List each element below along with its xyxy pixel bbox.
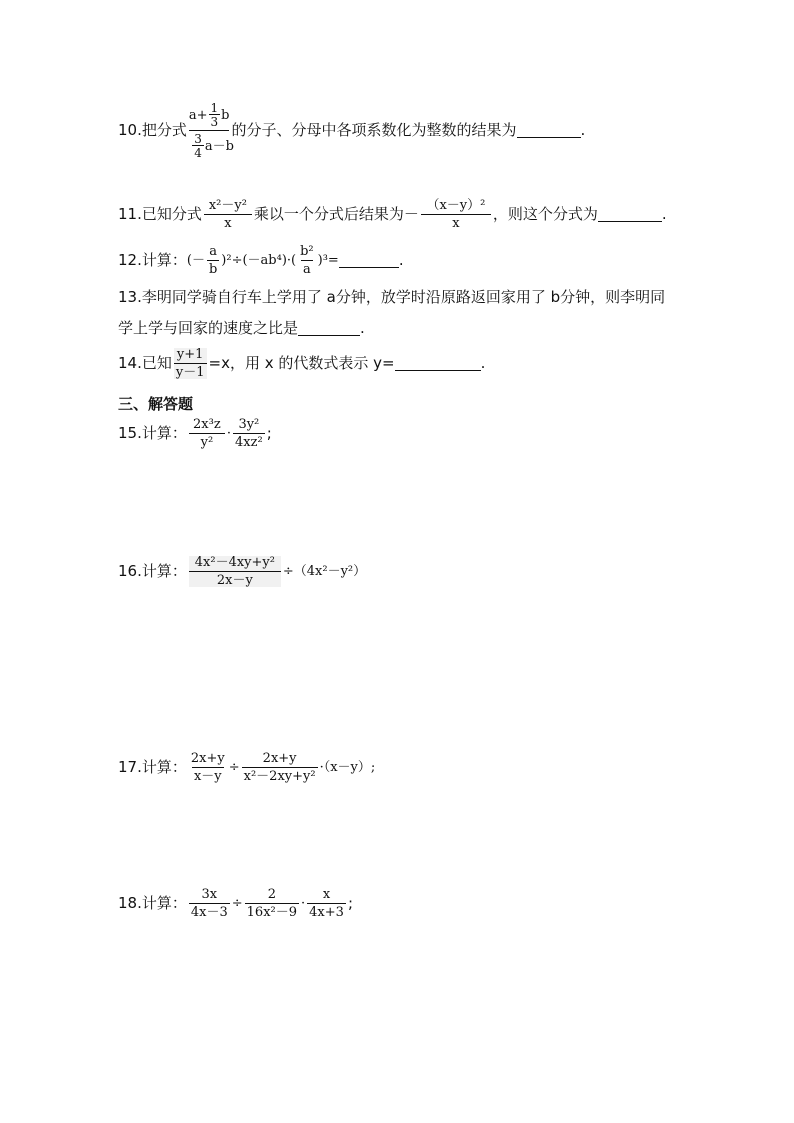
question-text: 计算： <box>141 758 187 776</box>
question-text: ，则这个分式为 <box>492 205 598 223</box>
fraction-1 <box>189 418 225 449</box>
fraction-numerator: 3y² <box>238 417 260 432</box>
question-text: =x，用 x 的代数式表示 y= <box>208 354 395 372</box>
fraction-1 <box>189 752 227 783</box>
expression-part: (－ <box>186 253 205 268</box>
question-text: 计算： <box>141 562 187 580</box>
fraction-numerator: 2x+y <box>262 751 297 766</box>
question-text: 已知 <box>141 354 172 372</box>
question-text: 计算： <box>141 251 187 269</box>
question-text: 已知分式 <box>141 205 202 223</box>
fraction-denominator <box>189 130 234 160</box>
fraction-3 <box>307 888 346 919</box>
fraction-denominator: 4x－3 <box>190 905 228 920</box>
question-11 <box>118 199 667 230</box>
fraction-numerator: b² <box>300 244 314 259</box>
question-text: 计算： <box>141 894 187 912</box>
inner-numerator: 1 <box>210 101 219 115</box>
fraction-numerator: 2 <box>267 887 276 902</box>
question-text: 李明同学骑自行车上学用了 a分钟，放学时沿原路返回家用了 b分钟，则李明同 <box>141 288 666 306</box>
fraction-denominator: x²－2xy+y² <box>243 769 316 784</box>
question-number: 10. <box>118 121 142 139</box>
question-text: 乘以一个分式后结果为－ <box>253 205 419 223</box>
question-number: 11. <box>118 205 142 223</box>
section-heading: 三、解答题 <box>118 395 194 413</box>
fraction-1 <box>189 888 230 919</box>
inner-fraction <box>192 133 204 159</box>
multiply-operator: · <box>301 896 306 911</box>
result-fraction <box>421 199 491 230</box>
fraction-denominator: b <box>208 262 218 277</box>
semicolon: ; <box>266 424 272 442</box>
period: . <box>480 354 486 372</box>
question-number: 12. <box>118 251 142 269</box>
fraction-2 <box>233 418 265 449</box>
expression-part: ·（x－y）; <box>319 760 376 775</box>
question-text: 计算： <box>141 424 187 442</box>
fraction-numerator: x <box>322 887 331 902</box>
answer-blank[interactable] <box>598 207 662 222</box>
given-fraction <box>174 348 207 379</box>
answer-blank[interactable] <box>298 321 360 336</box>
fraction-denominator: 2x－y <box>189 571 281 587</box>
divide-operator: ÷ <box>231 896 243 911</box>
question-number: 13. <box>118 288 142 306</box>
multiply-operator: · <box>226 426 232 441</box>
fraction-denominator: a <box>302 262 311 277</box>
fraction-numerator: y+1 <box>176 347 204 362</box>
period: . <box>580 121 586 139</box>
fraction-denominator: 16x²－9 <box>246 905 298 920</box>
question-18 <box>118 888 353 919</box>
fraction-2 <box>245 888 299 919</box>
question-13-continued <box>118 321 365 336</box>
fraction-numerator <box>187 102 232 130</box>
question-10 <box>118 102 585 159</box>
complex-fraction <box>187 102 232 159</box>
fraction-numerator: 4x²－4xy+y² <box>194 555 275 570</box>
fraction-a-over-b <box>207 245 219 276</box>
numerator-term: a+ <box>188 107 208 123</box>
period: . <box>398 251 404 269</box>
fraction-numerator: 3x <box>201 887 218 902</box>
answer-blank[interactable] <box>395 356 481 371</box>
fraction-denominator: y－1 <box>175 365 205 380</box>
answer-blank[interactable] <box>517 123 581 138</box>
question-text: 把分式 <box>141 121 187 139</box>
inner-denominator: 3 <box>210 115 219 129</box>
question-13 <box>118 290 665 305</box>
fraction-2 <box>242 752 318 783</box>
question-number: 17. <box>118 758 142 776</box>
question-number: 14. <box>118 354 142 372</box>
numerator-term: b <box>221 107 230 123</box>
question-number: 15. <box>118 424 142 442</box>
fraction-numerator: 2x+y <box>190 751 225 766</box>
fraction-numerator: 2x³z <box>193 417 221 432</box>
fraction-1 <box>189 556 281 587</box>
fraction-numerator: （x－y）² <box>426 198 486 213</box>
question-17 <box>118 752 375 783</box>
given-fraction <box>204 199 252 230</box>
question-text: 的分子、分母中各项系数化为整数的结果为 <box>231 121 517 139</box>
denominator-term: a－b <box>204 138 234 154</box>
fraction-numerator: a <box>209 244 217 259</box>
semicolon: ; <box>347 894 353 912</box>
divide-operator: ÷ <box>228 760 240 775</box>
fraction-denominator: x <box>421 214 491 230</box>
question-text: 学上学与回家的速度之比是 <box>118 319 299 337</box>
question-15 <box>118 418 272 449</box>
period: . <box>661 205 667 223</box>
inner-fraction <box>209 102 221 128</box>
question-16 <box>118 556 366 587</box>
expression-part: )²÷(－ab⁴)·( <box>221 253 297 268</box>
question-number: 18. <box>118 894 142 912</box>
period: . <box>360 319 365 337</box>
inner-numerator: 3 <box>194 132 202 146</box>
fraction-numerator: x²－y² <box>208 198 247 213</box>
fraction-denominator: 4xz² <box>235 435 263 450</box>
expression-part: )³= <box>317 253 339 268</box>
expression-part: ÷（4x²－y²） <box>282 564 367 579</box>
fraction-b2-over-a <box>298 245 316 276</box>
inner-denominator: 4 <box>194 146 202 160</box>
fraction-denominator: y² <box>189 433 225 449</box>
question-12 <box>118 245 404 276</box>
question-number: 16. <box>118 562 142 580</box>
answer-blank[interactable] <box>339 253 399 268</box>
question-14 <box>118 348 485 379</box>
fraction-denominator: x－y <box>193 769 222 784</box>
fraction-denominator: x <box>204 214 252 230</box>
fraction-denominator: 4x+3 <box>309 905 344 920</box>
